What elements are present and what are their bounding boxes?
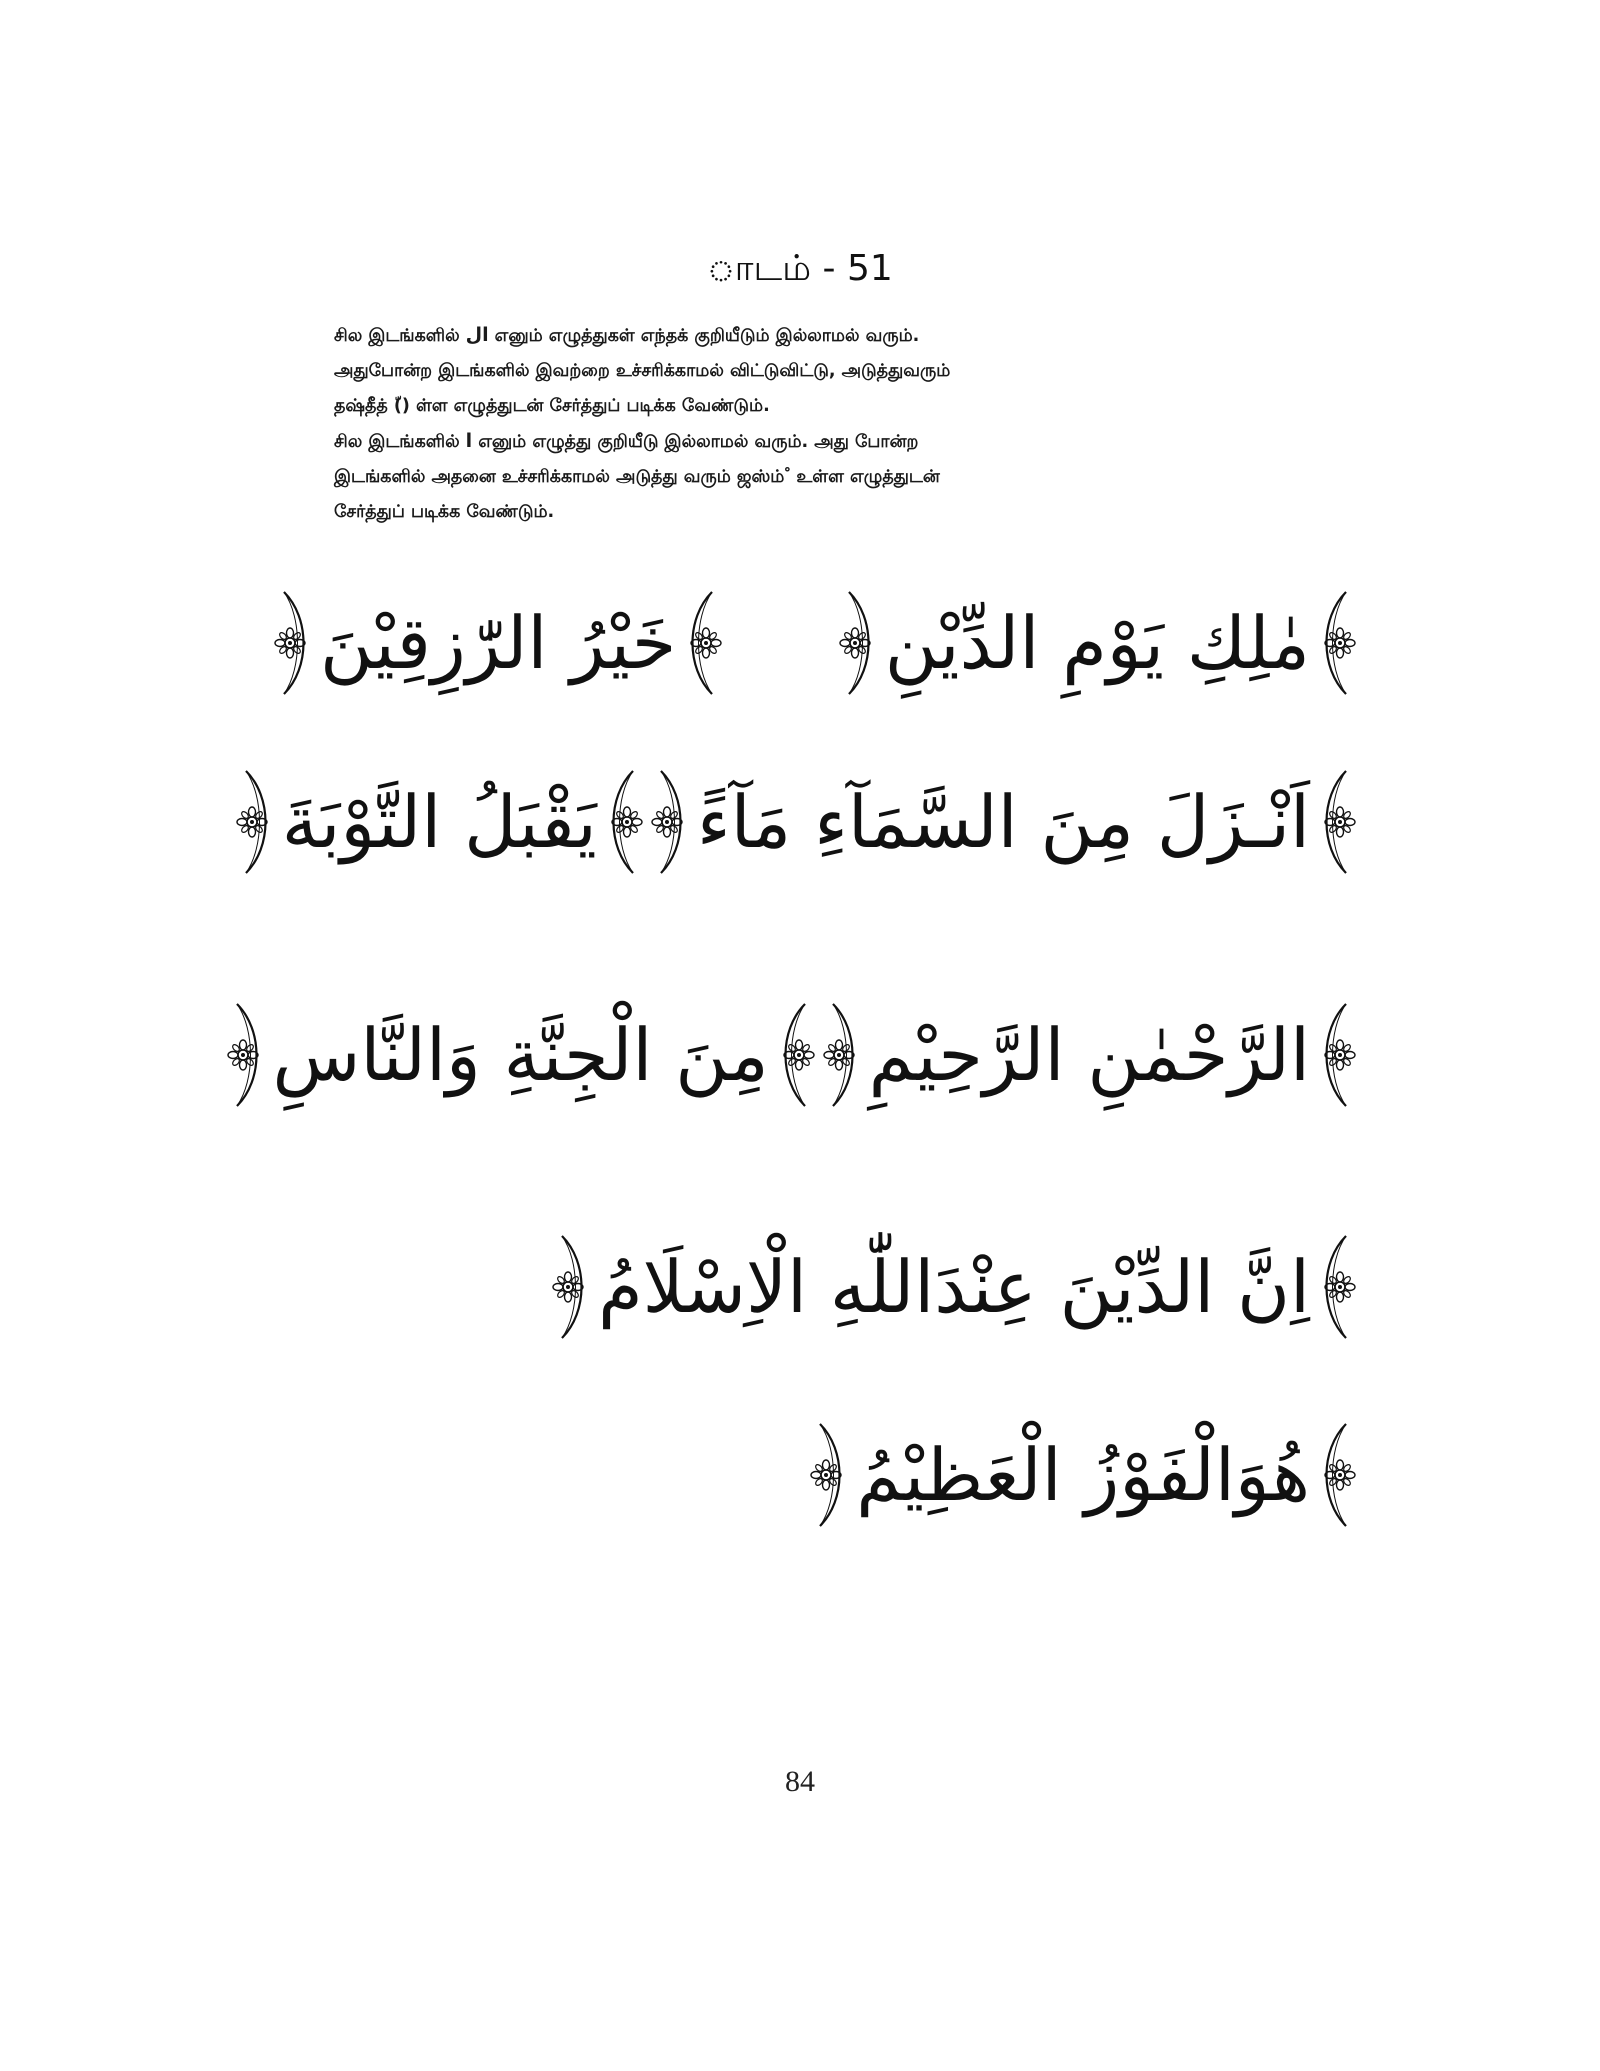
arabic-phrase-text: يَقْبَلُ التَّوْبَةَ <box>281 780 597 864</box>
ornament-icon <box>603 767 647 877</box>
instruction-text: சில இடங்களில் <box>334 432 460 452</box>
arabic-phrase-text: الرَّحْمٰنِ الرَّحِيْمِ <box>868 1013 1310 1097</box>
instruction-line <box>334 318 1254 354</box>
arabic-phrase-text: مِنَ الْجِنَّةِ وَالنَّاسِ <box>272 1013 769 1097</box>
ornament-icon <box>548 1232 592 1342</box>
page-number: 84 <box>785 1765 815 1798</box>
ornament-icon <box>819 1000 863 1110</box>
instructions-block <box>334 318 1254 530</box>
arabic-phrase <box>806 1420 1360 1530</box>
arabic-phrase <box>647 767 1360 877</box>
instruction-paragraph-1 <box>334 318 1254 424</box>
phrase-row-2 <box>270 757 1360 887</box>
phrase-row-1 <box>270 578 1360 708</box>
arabic-phrase <box>223 1000 819 1110</box>
instruction-line: இடங்களில் அதனை உச்சரிக்காமல் அடுத்து வரும் ஜஸ்ம் ْ உள்ள எழுத்துடன் <box>334 467 940 487</box>
ornament-icon <box>1316 588 1360 698</box>
ornament-icon <box>1316 1420 1360 1530</box>
phrase-row-5 <box>270 1410 1360 1540</box>
ornament-icon <box>223 1000 267 1110</box>
arabic-phrase-text: خَيْرُ الرّٰزِقِيْنَ <box>320 601 677 685</box>
ornament-icon <box>647 767 691 877</box>
arabic-phrase <box>835 588 1360 698</box>
ornament-icon <box>1316 1232 1360 1342</box>
ornament-icon <box>775 1000 819 1110</box>
arabic-letters-inline: ال <box>465 324 489 346</box>
instruction-line: அதுபோன்ற இடங்களில் இவற்றை உச்சரிக்காமல் விட்டுவிட்டு, அடுத்துவரும் <box>334 361 951 381</box>
arabic-phrase <box>819 1000 1360 1110</box>
phrase-row-4 <box>270 1222 1360 1352</box>
arabic-phrase-text: مٰلِكِ يَوْمِ الدِّيْنِ <box>884 601 1310 685</box>
instruction-line: சேர்த்துப் படிக்க வேண்டும். <box>334 502 555 522</box>
arabic-phrase-text: اَنْـزَلَ مِنَ السَّمَآءِ مَآءً <box>696 780 1310 864</box>
ornament-icon <box>1316 767 1360 877</box>
instruction-text: சில இடங்களில் <box>334 326 460 346</box>
arabic-phrase-text: هُوَالْفَوْزُ الْعَظِيْمُ <box>856 1433 1310 1517</box>
phrase-row-3 <box>270 990 1360 1120</box>
arabic-phrase <box>270 588 726 698</box>
ornament-icon <box>232 767 276 877</box>
instruction-paragraph-2 <box>334 424 1254 530</box>
ornament-icon <box>835 588 879 698</box>
ornament-icon <box>270 588 314 698</box>
arabic-phrase-text: اِنَّ الدِّيْنَ عِنْدَاللّٰهِ الْاِسْلَامُ <box>598 1245 1310 1329</box>
instruction-text: எனும் எழுத்துகள் எந்தக் குறியீடும் இல்லாமல் வரும். <box>494 326 920 346</box>
instruction-line: தஷ்தீத் (ّ) ள்ள எழுத்துடன் சேர்த்துப் படிக்க வேண்டும். <box>334 396 770 416</box>
arabic-phrase <box>548 1232 1360 1342</box>
ornament-icon <box>1316 1000 1360 1110</box>
arabic-letters-inline: ا <box>465 430 473 452</box>
ornament-icon <box>682 588 726 698</box>
ornament-icon <box>806 1420 850 1530</box>
instruction-text: எனும் எழுத்து குறியீடு இல்லாமல் வரும். அது போன்ற <box>478 432 919 452</box>
arabic-phrase <box>232 767 647 877</box>
instruction-line <box>334 424 1254 460</box>
page-title: ாடம் - 51 <box>707 248 893 289</box>
